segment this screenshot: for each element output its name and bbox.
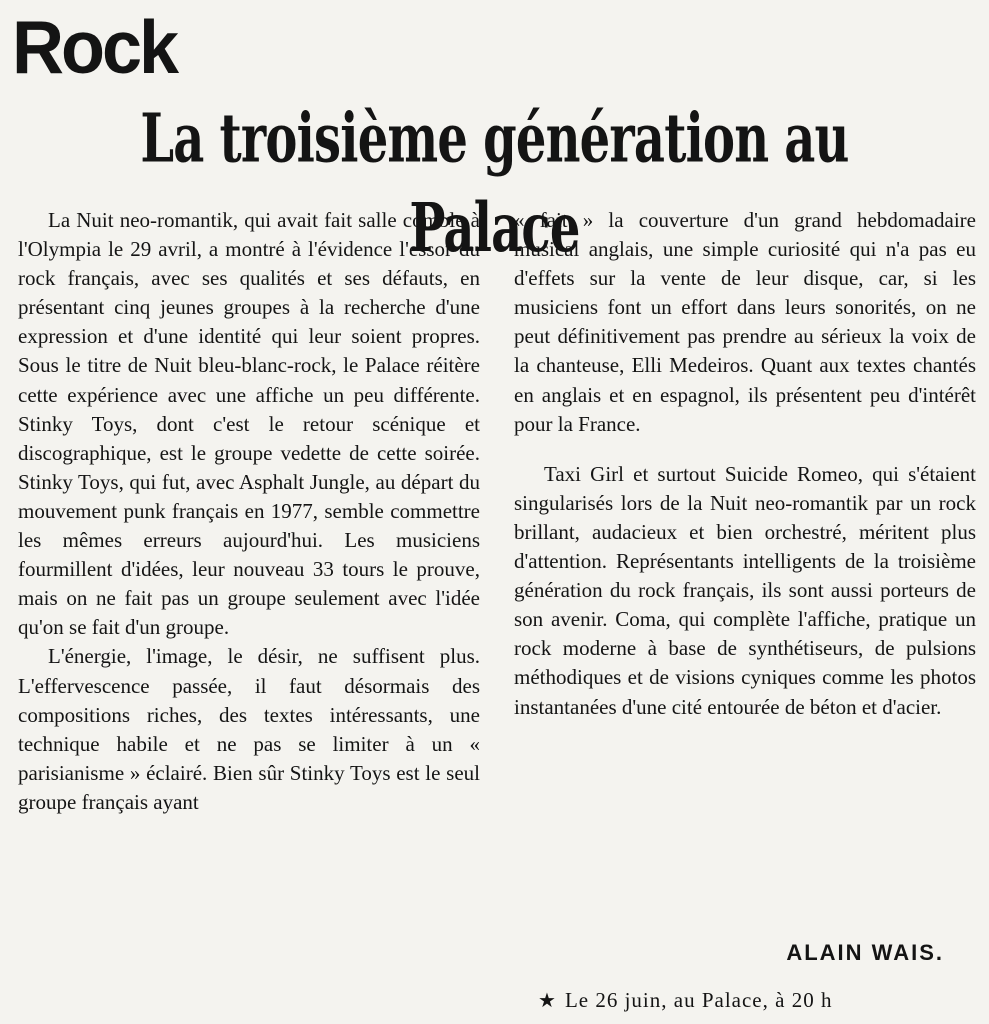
right-column [514, 206, 976, 722]
left-paragraph-2: L'énergie, l'image, le désir, ne suffisent plus. L'effervescence passée, il faut désormais des compositions riches, des textes intéressants, une technique habile et ne pas se limiter à un « parisianisme » éclairé. Bien sûr Stinky Toys est le seul groupe français ayant [18, 644, 480, 814]
left-column [18, 206, 480, 817]
author-signature: ALAIN WAIS. [786, 940, 944, 965]
event-note [538, 986, 958, 1016]
section-rubric: Rock [12, 6, 177, 90]
headline-text: La troisième génération au Palace [140, 100, 849, 268]
right-paragraph-2: Taxi Girl et surtout Suicide Romeo, qui s'étaient singularisés lors de la Nuit neo-romantik par un rock brillant, audacieux et bien orchestré, méritent plus d'attention. Représentants intelligents de la troisième génération du rock français, ils sont aussi porteurs de son avenir. Coma, qui complète l'affiche, pratique un rock moderne à base de synthétiseurs, de pulsions méthodiques et de visions cyniques comme les photos instantanées d'une cité entourée de béton et d'acier. [514, 461, 976, 719]
left-paragraph-1: La Nuit neo-romantik, qui avait fait salle comble à l'Olympia le 29 avril, a montré à l'évidence l'essor du rock français, avec ses qualités et ses défauts, en présentant cinq jeunes groupes à la recherche d'une expression et d'une identité qui leur soient propres. Sous le titre de Nuit bleu-blanc-rock, le Palace réitère cette expérience avec une affiche un peu différente. Stinky Toys, dont c'est le retour scénique et discographique, est le groupe vedette de cette soirée. Stinky Toys, qui fut, avec Asphalt Jungle, au départ du mouvement punk français en 1977, semble commettre les mêmes erreurs aujourd'hui. Les musiciens fourmillent d'idées, leur nouveau 33 tours le prouve, mais on ne fait pas un groupe seulement avec l'idée qu'on se fait d'un groupe. [18, 208, 480, 640]
right-paragraph-1: « fait » la couverture d'un grand hebdomadaire musical anglais, une simple curiosité qui n'a pas eu d'effets sur la vente de leur disque, car, si les musiciens font un effort dans leurs sonorités, on ne peut définitivement pas prendre au sérieux la voix de la chanteuse, Elli Medeiros. Quant aux textes chantés en anglais et en espagnol, ils présentent peu d'intérêt pour la France. [514, 208, 976, 436]
star-icon: ★ [538, 990, 557, 1012]
event-text: Le 26 juin, au Palace, à 20 h [564, 988, 833, 1012]
